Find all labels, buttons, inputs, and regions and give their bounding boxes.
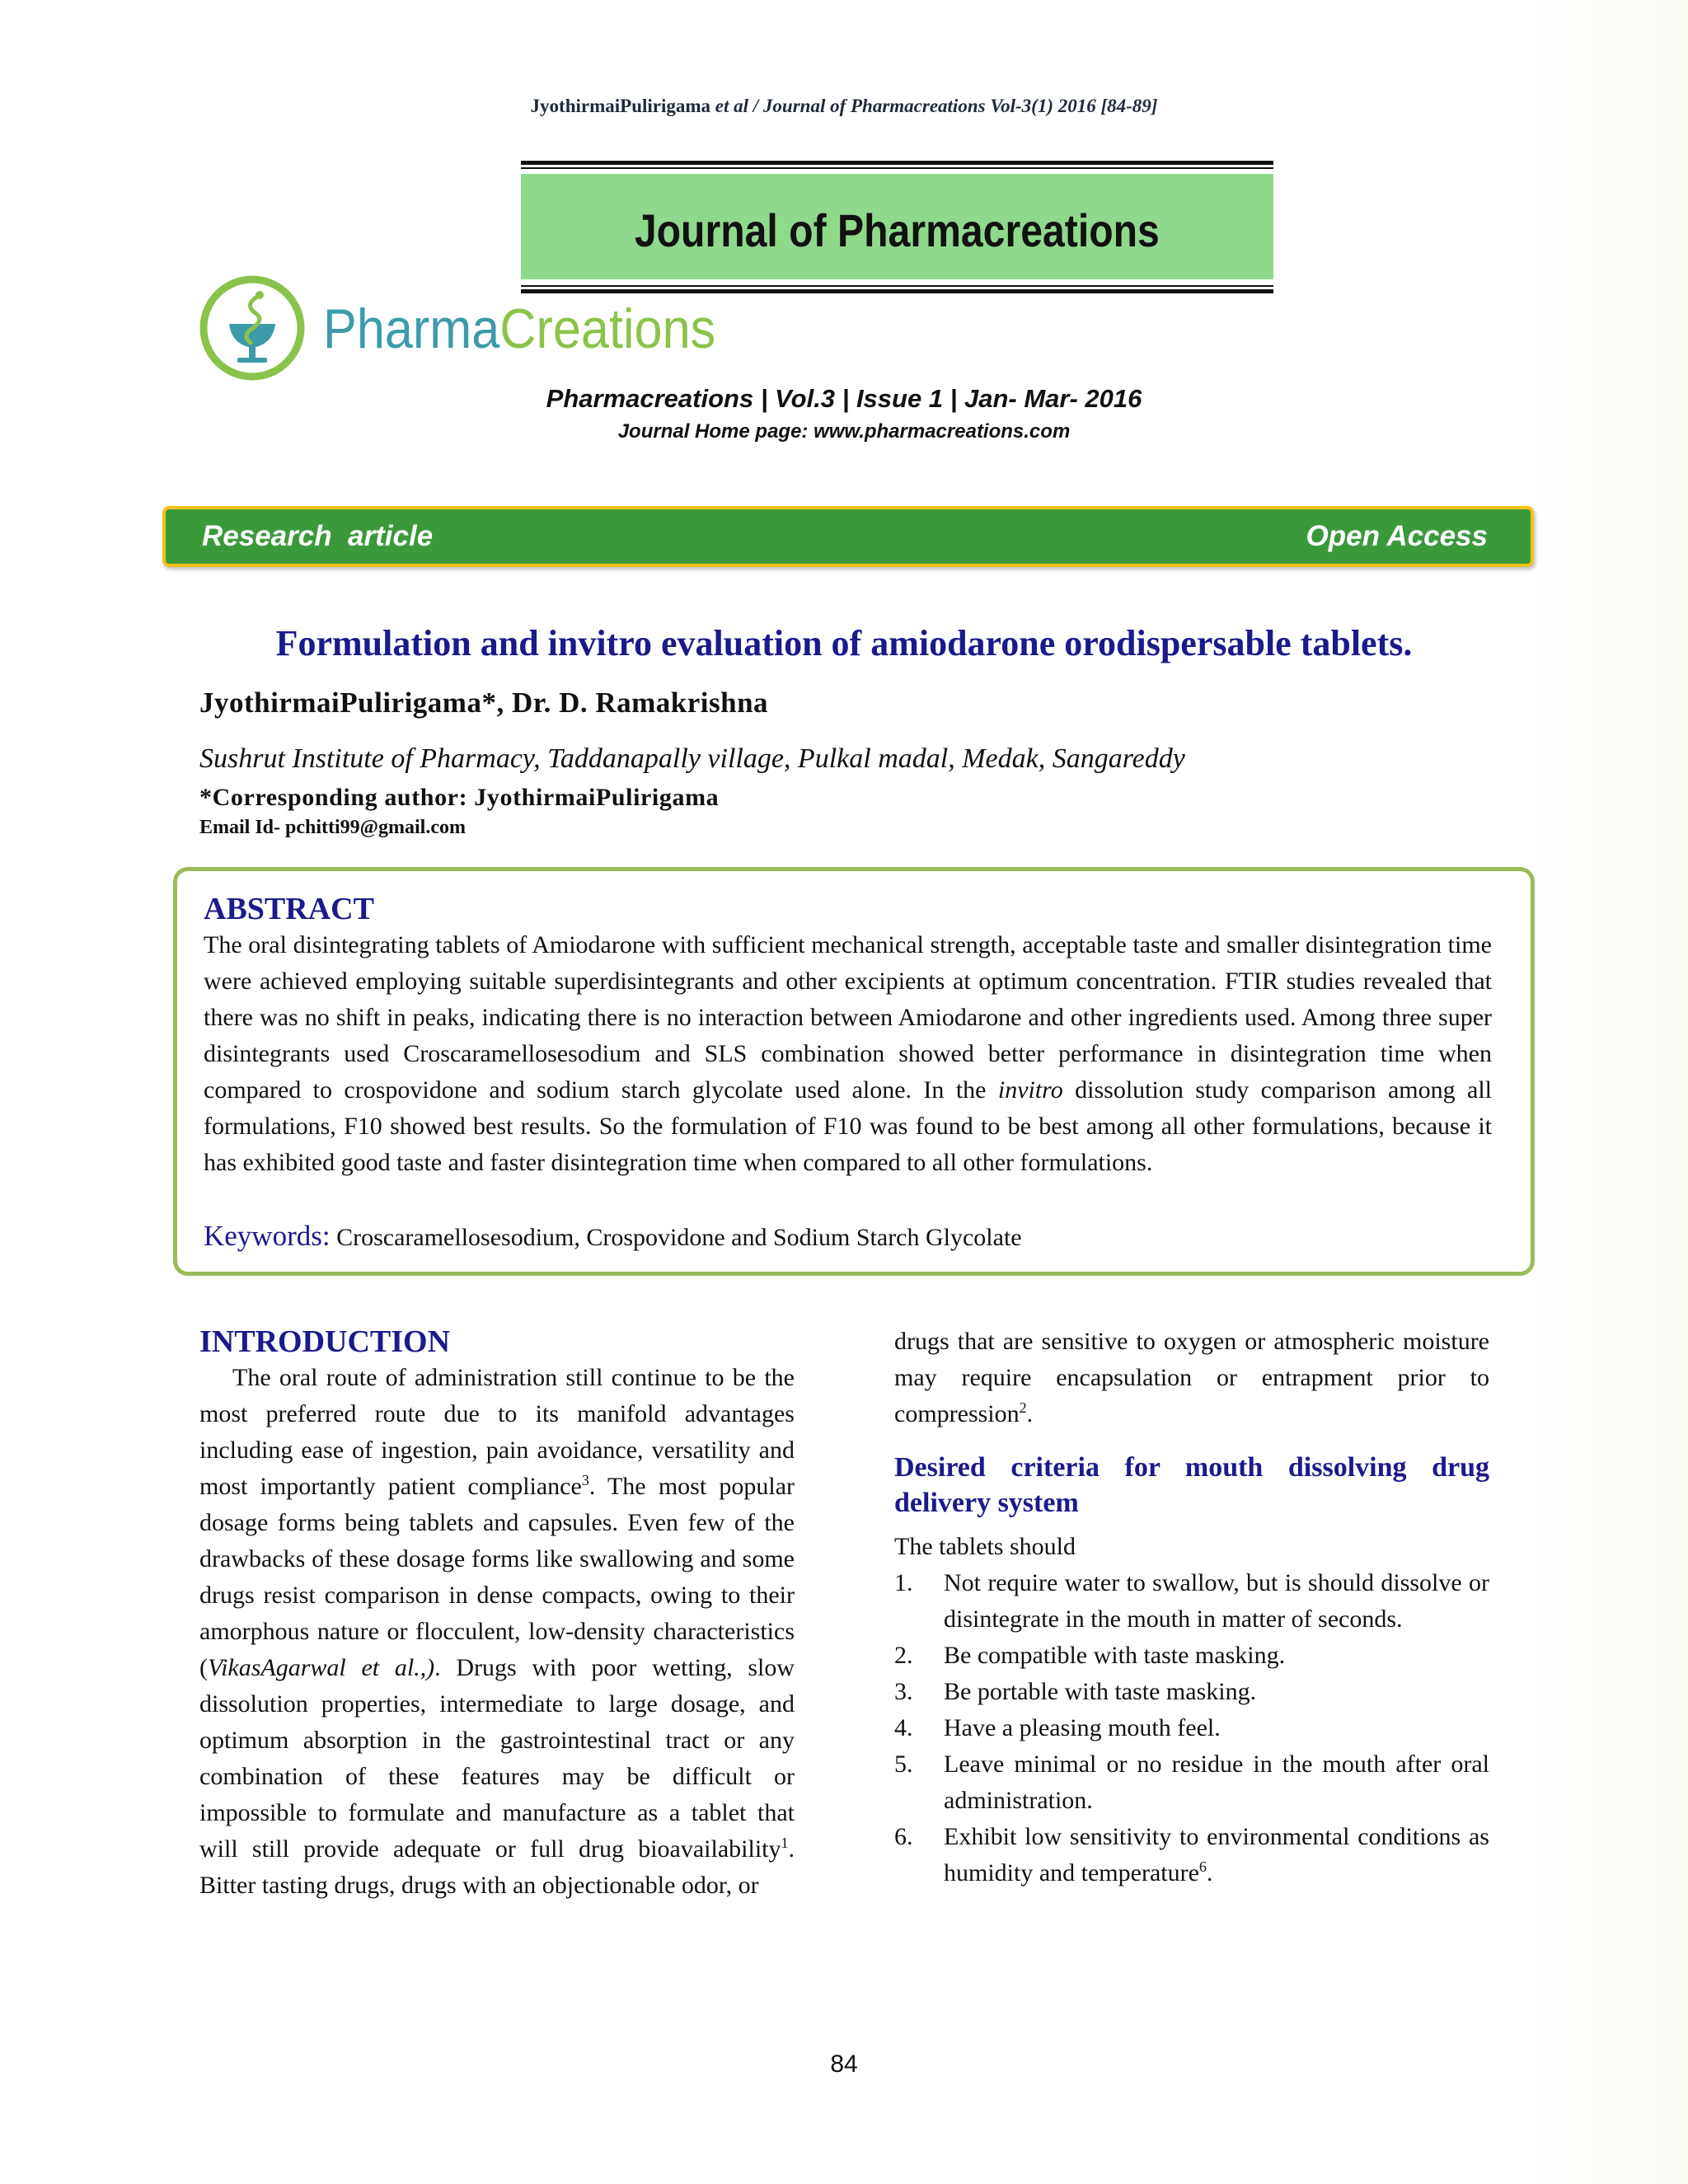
open-access-label: Open Access (1306, 520, 1488, 552)
journal-banner (521, 161, 1273, 298)
keywords-list: Croscaramellosesodium, Crospovidone and Sodium Starch Glycolate (330, 1224, 1022, 1251)
criteria-item: 3. Be portable with taste masking. (894, 1678, 1257, 1705)
journal-title: Journal of Pharmacreations (635, 204, 1160, 256)
criteria-lead: The tablets should (894, 1533, 1076, 1560)
abstract-box (173, 867, 1535, 1276)
continuation-paragraph: drugs that are sensitive to oxygen or atmospheric moisture may require encapsulation or entrapment prior to compression$^2$. (894, 1328, 1489, 1427)
criteria-item: 4. Have a pleasing mouth feel. (894, 1714, 1221, 1741)
paper-title: Formulation and invitro evaluation of amiodarone orodispersable tablets. (275, 623, 1413, 663)
criteria-item: 6. Exhibit low sensitivity to environmental conditions as humidity and temperature$^6$. (894, 1823, 1489, 1886)
affiliation: Sushrut Institute of Pharmacy, Taddanapally village, Pulkal madal, Medak, Sangareddy (199, 743, 1185, 774)
corresponding-author: *Corresponding author: JyothirmaiPulirigama (199, 784, 720, 811)
introduction-paragraph: The oral route of administration still continue to be the most preferred route due to its manifold advantages including ease of ingestion, pain avoidance, versatility and most importantly patient compliance$^3$. The most popular dosage forms being tablets and capsules. Even few of the drawbacks of these dosage forms like swallowing and some drugs resist comparison in dense compacts, owing to their amorphous nature or flocculent, low-density characteristics (VikasAgarwal et al.,). Drugs with poor wetting, slow dissolution properties, intermediate to large dosage, and optimum absorption in the gastrointestinal tract or any combination of these features may be difficult or impossible to formulate and manufacture as a tablet that will still provide adequate or full drug bioavailability$^1$. Bitter tasting drugs, drugs with an objectionable odor, or (199, 1364, 795, 1899)
abstract-text: The oral disintegrating tablets of Amiodarone with sufficient mechanical strength, acceptable taste and smaller disintegration time were achieved employing suitable superdisintegrants and other excipients at optimum concentration. FTIR studies revealed that there was no shift in peaks, indicating there is no interaction between Amiodarone and other ingredients used. Among three super disintegrants used Croscaramellosesodium and SLS combination showed better performance in disintegration time when compared to crospovidone and sodium starch glycolate used alone. In the invitro dissolution study comparison among all formulations, F10 showed best results. So the formulation of F10 was found to be best among all other formulations, because it has exhibited good taste and faster disintegration time when compared to all other formulations. (204, 931, 1492, 1176)
right-column (894, 1324, 1489, 1891)
introduction-heading: INTRODUCTION (199, 1324, 451, 1359)
running-header-journal: et al / Journal of Pharmacreations Vol-3(1) 2016 [84-89] (715, 96, 1158, 116)
page-edge-tint (1517, 0, 1688, 2184)
brand-part-2: Creations (499, 298, 716, 360)
criteria-item: 1. Not require water to swallow, but is should dissolve or disintegrate in the mouth in matter of seconds. (894, 1569, 1489, 1633)
running-header-author: JyothirmaiPulirigama (530, 96, 711, 116)
criteria-subheading: Desired criteria for mouth dissolving drug delivery system (894, 1452, 1489, 1518)
article-type-label: Research article (202, 520, 434, 552)
left-column (199, 1324, 795, 1904)
author-list: JyothirmaiPulirigama*, Dr. D. Ramakrishna (199, 687, 769, 719)
journal-banner-fill (521, 174, 1273, 279)
keywords-label: Keywords: (204, 1220, 331, 1252)
running-header (0, 96, 1688, 117)
homepage-line: Journal Home page: www.pharmacreations.com (617, 420, 1071, 443)
issue-line: Pharmacreations | Vol.3 | Issue 1 | Jan- Mar- 2016 (546, 384, 1142, 413)
brand-part-1: Pharma (323, 298, 500, 360)
author-email: Email Id- pchitti99@gmail.com (199, 817, 466, 838)
brand-wordmark (323, 297, 715, 361)
bowl-of-hygieia-icon (196, 272, 308, 384)
keywords (204, 1218, 1022, 1256)
criteria-item: 5. Leave minimal or no residue in the mouth after oral administration. (894, 1750, 1489, 1814)
criteria-item: 2. Be compatible with taste masking. (894, 1642, 1286, 1669)
page-number: 84 (830, 2050, 858, 2078)
criteria-list (894, 1565, 1489, 1891)
abstract-heading: ABSTRACT (204, 892, 374, 926)
article-type-bar (162, 506, 1534, 567)
